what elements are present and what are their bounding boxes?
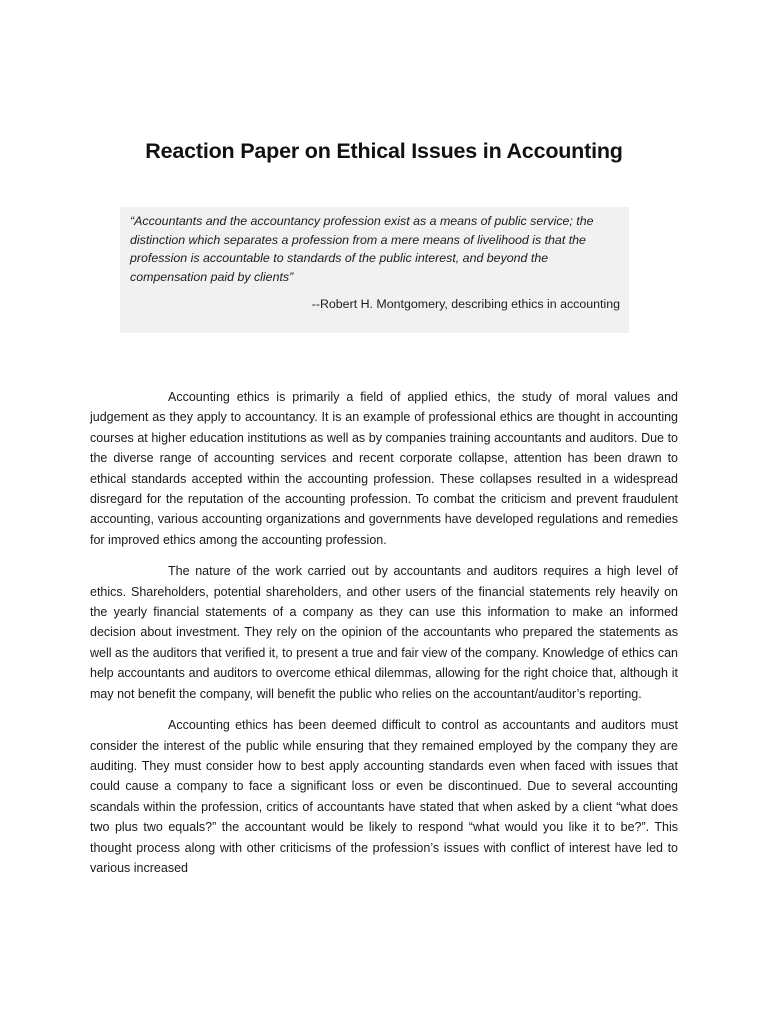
epigraph-quote-text: “Accountants and the accountancy profession exist as a means of public service; the distinction which separates a profession from a mere means of livelihood is that the profession is accountable to standards of the public interest, and beyond the compensation paid by clients” — [130, 214, 594, 285]
paragraph-3: Accounting ethics has been deemed difficult to control as accountants and auditors must consider the interest of the public while ensuring that they remained employed by the company they are auditing. They must consider how to best apply accounting standards even when faced with issues that could cause a company to face a significant loss or even be discontinued. Due to several accounting scandals within the profession, critics of accountants have stated that when asked by a client “what does two plus two equals?” the accountant would be likely to respond “what would you like it to be?”. This thought process along with other criticisms of the profession’s issues with conflict of interest have led to various increased — [90, 718, 678, 875]
epigraph-quote-box — [120, 207, 629, 333]
paragraph-2: The nature of the work carried out by accountants and auditors requires a high level of ethics. Shareholders, potential shareholders, and other users of the financial statements rely heavily on the yearly financial statements of a company as they can use this information to make an informed decision about investment. They rely on the opinion of the accountants who prepared the statements as well as the auditors that verified it, to present a true and fair view of the company. Knowledge of ethics can help accountants and auditors to overcome ethical dilemmas, allowing for the right choice that, although it may not benefit the company, will benefit the public who relies on the accountant/auditor’s reporting. — [90, 564, 678, 701]
body-text — [90, 387, 678, 889]
paragraph-1: Accounting ethics is primarily a field of applied ethics, the study of moral values and judgement as they apply to accountancy. It is an example of professional ethics are thought in accounting courses at higher education institutions as well as by companies training accountants and auditors. Due to the diverse range of accounting services and recent corporate collapse, attention has been drawn to ethical standards accepted within the accounting profession. These collapses resulted in a widespread disregard for the reputation of the accounting profession. To combat the criticism and prevent fraudulent accounting, various accounting organizations and governments have developed regulations and remedies for improved ethics among the accounting profession. — [90, 390, 678, 547]
page-title: Reaction Paper on Ethical Issues in Accounting — [145, 139, 623, 163]
epigraph-attribution: --Robert H. Montgomery, describing ethics in accounting — [311, 297, 620, 311]
